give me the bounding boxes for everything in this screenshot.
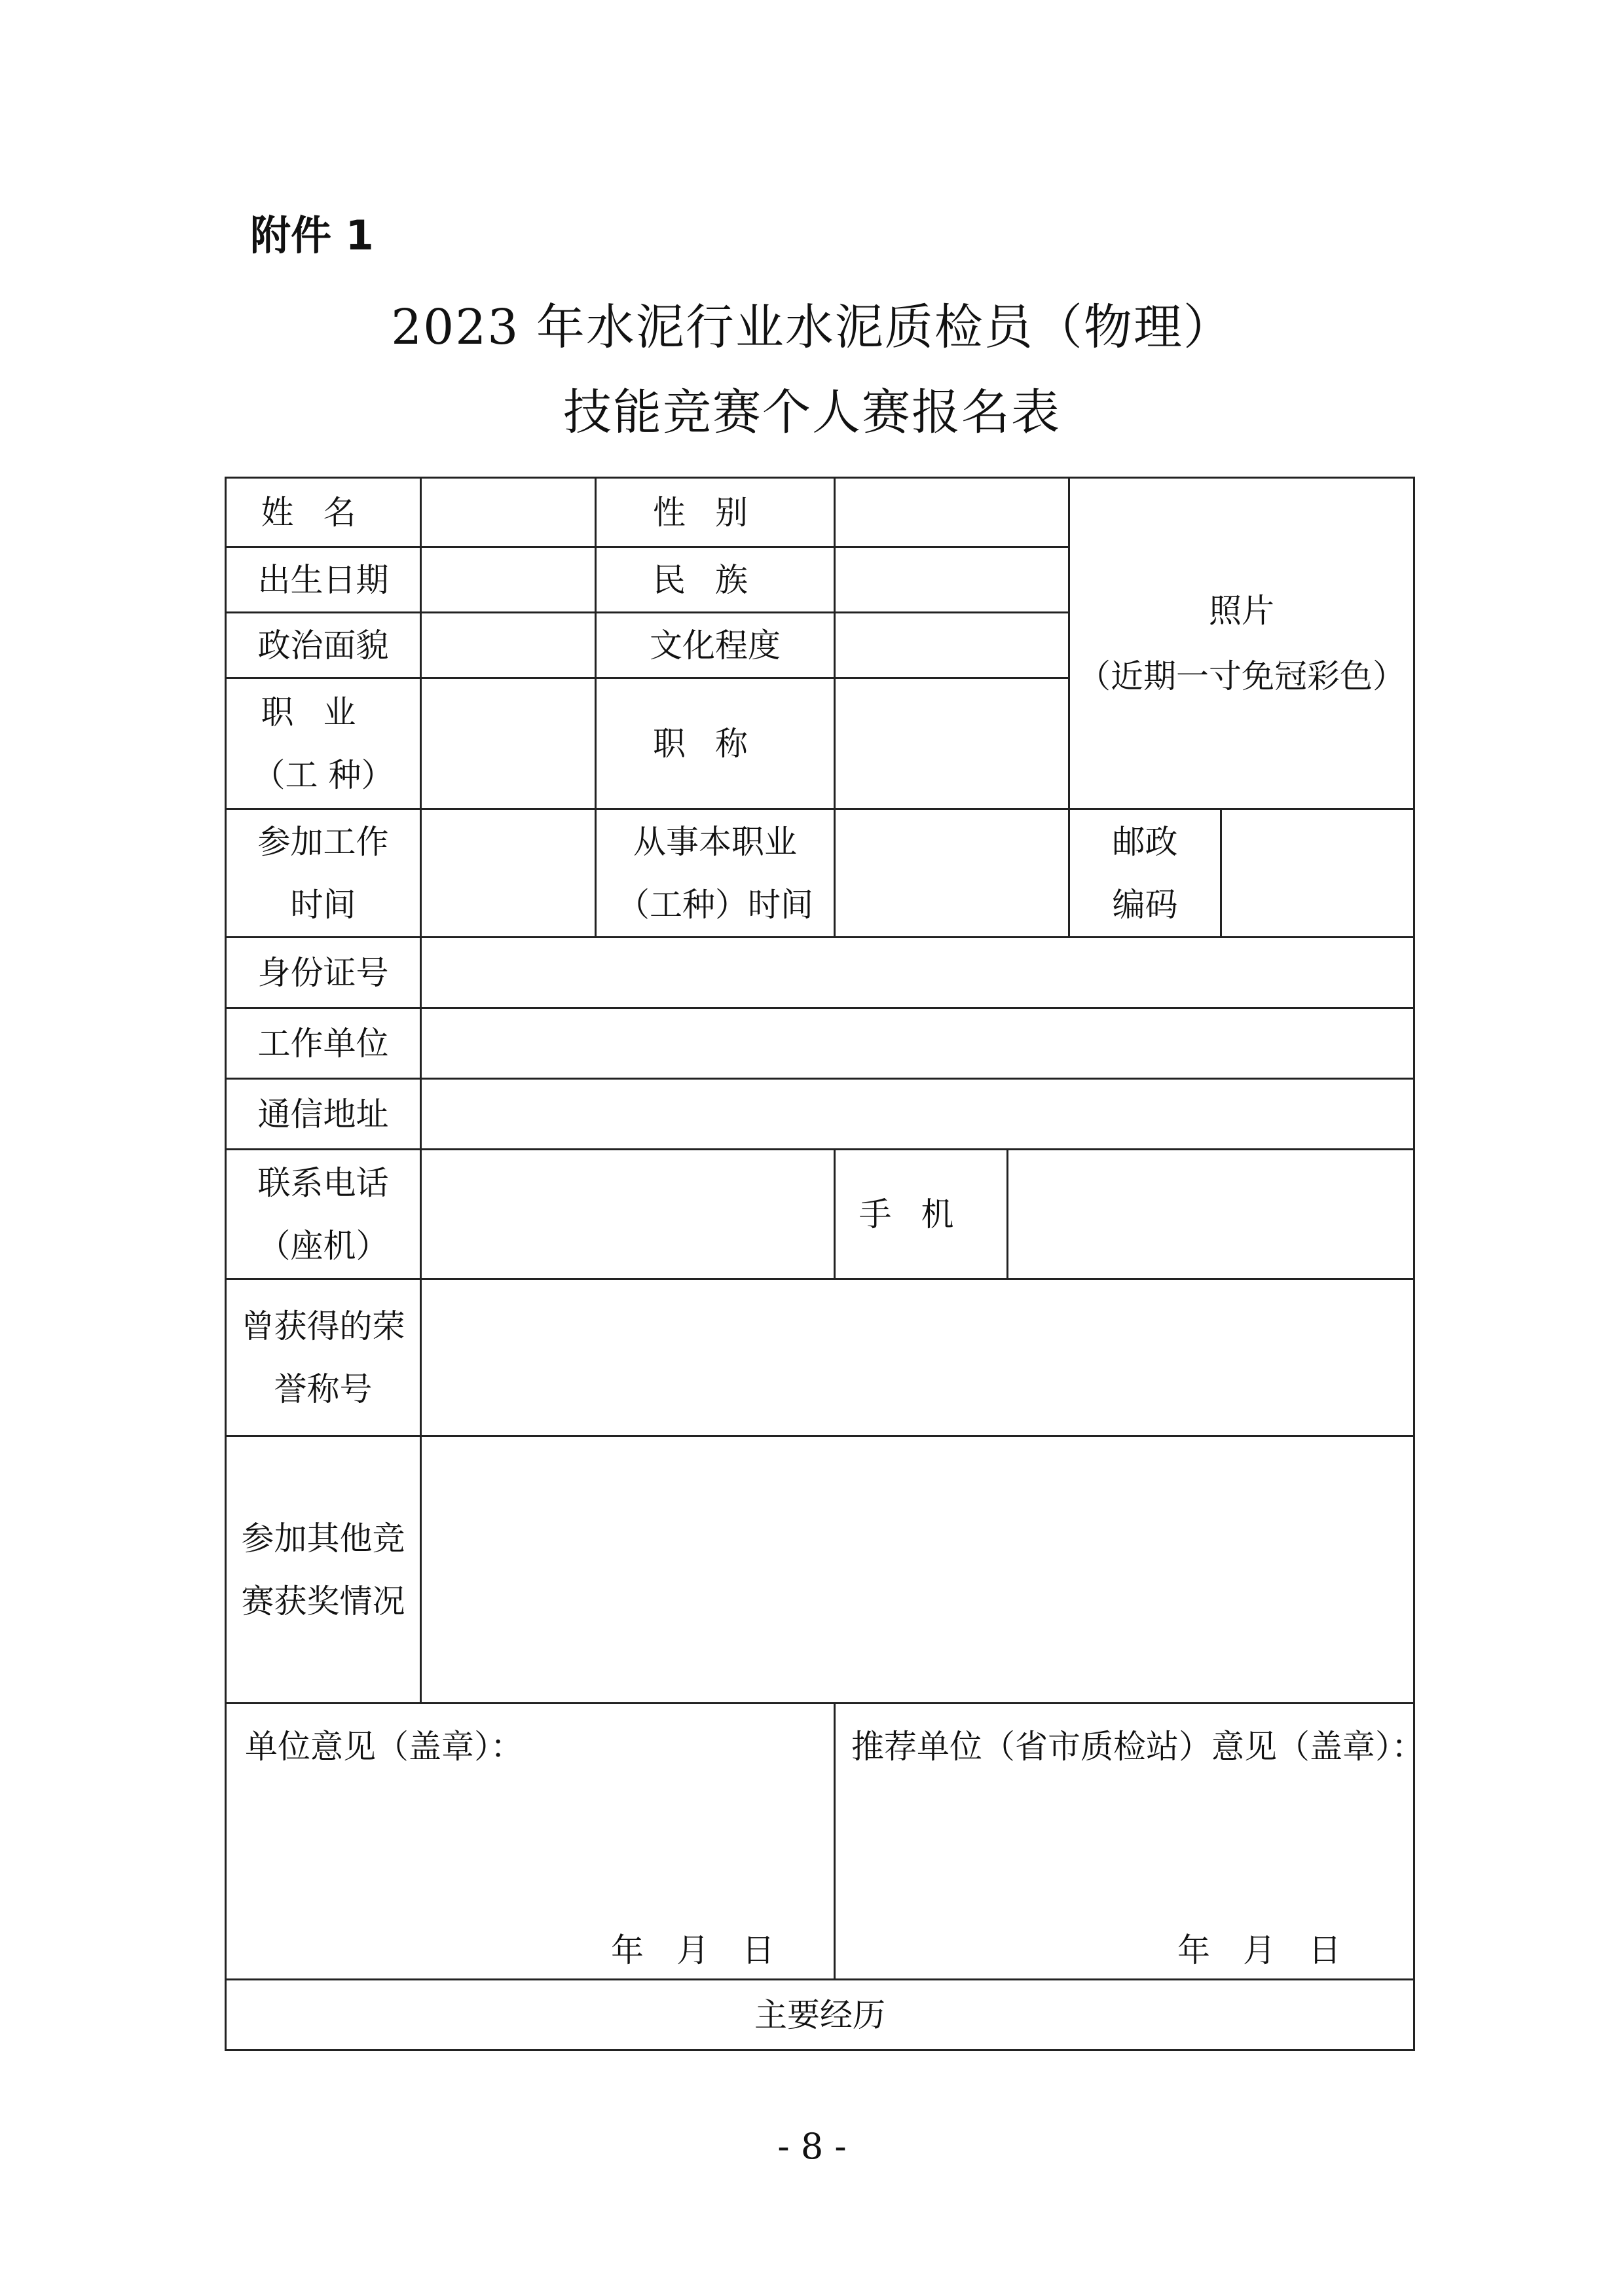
- unit-opinion-date: 年 月 日: [611, 1931, 775, 1969]
- phone-field[interactable]: [421, 1150, 835, 1279]
- id-number-label: 身份证号: [226, 938, 421, 1008]
- honors-field[interactable]: [421, 1279, 1414, 1436]
- unit-opinion-label: 单位意见（盖章）：: [245, 1728, 523, 1766]
- id-number-field[interactable]: [421, 938, 1414, 1008]
- political-status-label: 政治面貌: [226, 613, 421, 678]
- education-field[interactable]: [835, 613, 1069, 678]
- attachment-label: 附件 1: [250, 211, 374, 259]
- postcode-field[interactable]: [1221, 809, 1414, 938]
- page-number: - 8 -: [777, 2126, 847, 2167]
- employer-field[interactable]: [421, 1008, 1414, 1079]
- recommend-opinion-box[interactable]: [835, 1704, 1424, 1980]
- education-label: 文化程度: [596, 613, 835, 678]
- ethnicity-field[interactable]: [835, 547, 1069, 613]
- gender-label: 性别: [596, 478, 835, 547]
- occupation-time-field[interactable]: [835, 809, 1069, 938]
- photo-hint: （近期一寸免冠彩色）: [1078, 657, 1405, 695]
- registration-form: [225, 477, 1424, 2051]
- mobile-label: 手机: [835, 1150, 1008, 1279]
- occupation-field[interactable]: [421, 678, 596, 809]
- title-rank-field[interactable]: [835, 678, 1069, 809]
- title-rank-label: 职称: [596, 678, 835, 809]
- political-status-field[interactable]: [421, 613, 596, 678]
- recommend-opinion-label: 推荐单位（省市质检站）意见（盖章）：: [851, 1728, 1424, 1766]
- birth-date-field[interactable]: [421, 547, 596, 613]
- unit-opinion-box[interactable]: [226, 1704, 835, 1980]
- awards-field[interactable]: [421, 1436, 1414, 1704]
- name-label: 姓名: [226, 478, 421, 547]
- form-title-line1: 2023 年水泥行业水泥质检员（物理）: [391, 299, 1233, 355]
- work-start-label: 参加工作 时间: [226, 809, 421, 938]
- mobile-field[interactable]: [1008, 1150, 1414, 1279]
- postcode-label: 邮政 编码: [1069, 809, 1221, 938]
- recommend-opinion-date: 年 月 日: [1177, 1931, 1341, 1969]
- occupation-time-label: 从事本职业 （工种）时间: [596, 809, 835, 938]
- form-title-line2: 技能竞赛个人赛报名表: [563, 384, 1061, 441]
- phone-label: 联系电话 （座机）: [226, 1150, 421, 1279]
- birth-date-label: 出生日期: [226, 547, 421, 613]
- work-start-field[interactable]: [421, 809, 596, 938]
- gender-field[interactable]: [835, 478, 1069, 547]
- photo-label: 照片: [1209, 591, 1274, 630]
- ethnicity-label: 民族: [596, 547, 835, 613]
- occupation-label: 职业 （工 种）: [226, 678, 421, 809]
- name-field[interactable]: [421, 478, 596, 547]
- employer-label: 工作单位: [226, 1008, 421, 1079]
- honors-label: 曾获得的荣 誉称号: [226, 1279, 421, 1436]
- address-label: 通信地址: [226, 1079, 421, 1150]
- awards-label: 参加其他竞 赛获奖情况: [226, 1436, 421, 1704]
- photo-box[interactable]: [1069, 478, 1414, 809]
- experience-header: 主要经历: [226, 1980, 1414, 2050]
- address-field[interactable]: [421, 1079, 1414, 1150]
